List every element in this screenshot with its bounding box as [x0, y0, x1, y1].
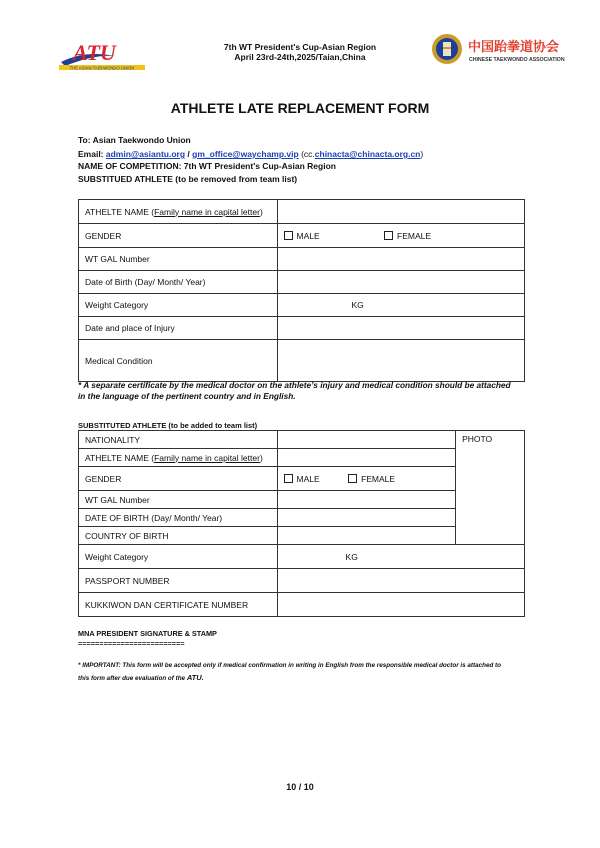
- competition-line: NAME OF COMPETITION: 7th WT President's Cup-Asian Region: [78, 161, 336, 171]
- photo-label: PHOTO: [462, 434, 493, 444]
- dob-label: Date of Birth (Day/ Month/ Year): [79, 271, 278, 294]
- added-athlete-heading: SUBSTITUTED ATHLETE (to be added to team list): [78, 421, 258, 430]
- event-header: [170, 42, 430, 62]
- cta-logo: [430, 30, 580, 70]
- male-checkbox-2[interactable]: [284, 474, 293, 483]
- athlete-name-field-2[interactable]: [277, 449, 456, 467]
- email-link-cta[interactable]: chinacta@chinacta.org.cn: [314, 149, 421, 159]
- removed-athlete-table: [78, 199, 525, 382]
- table-row: [79, 294, 525, 317]
- cta-name-en: CHINESE TAEKWONDO ASSOCIATION: [469, 57, 565, 63]
- email-separator: /: [187, 149, 190, 159]
- female-checkbox[interactable]: [384, 231, 393, 240]
- atu-logo-text: ATU: [73, 40, 116, 65]
- atu-logo-sub: THE ASIAN TAEKWONDO UNION: [69, 65, 135, 71]
- cc-open: (cc.: [301, 149, 315, 159]
- event-title: 7th WT President's Cup-Asian Region: [223, 42, 377, 52]
- athlete-name-label-2: ATHELTE NAME (Family name in capital letter): [79, 449, 278, 467]
- female-option[interactable]: FEMALE: [384, 231, 431, 241]
- table-row: [79, 545, 525, 569]
- table-row: [79, 569, 525, 593]
- dob-field-2[interactable]: [277, 509, 456, 527]
- form-title: ATHLETE LATE REPLACEMENT FORM: [170, 100, 430, 116]
- medical-condition-label: Medical Condition: [79, 340, 278, 382]
- table-row: [79, 271, 525, 294]
- email-label: Email:: [78, 149, 104, 159]
- table-row: [79, 224, 525, 248]
- medical-certificate-note: * A separate certificate by the medical doctor on the athlete’s injury and medical condition should be attached in the language of the pertinent country and in English.: [78, 380, 511, 401]
- nationality-label: NATIONALITY: [79, 431, 278, 449]
- passport-field[interactable]: [277, 569, 524, 593]
- female-option-2[interactable]: FEMALE: [348, 474, 395, 484]
- kg-unit: KG: [351, 300, 364, 310]
- male-option-2[interactable]: MALE: [284, 474, 320, 484]
- medical-condition-field[interactable]: [277, 340, 525, 382]
- kukkiwon-field[interactable]: [277, 593, 524, 617]
- athlete-name-label: ATHELTE NAME (Family name in capital letter): [79, 200, 278, 224]
- table-row: [79, 340, 525, 382]
- injury-label: Date and place of Injury: [79, 317, 278, 340]
- email-link-atu[interactable]: admin@asiantu.org: [105, 149, 186, 159]
- male-option[interactable]: MALE: [284, 231, 320, 241]
- photo-box[interactable]: [456, 431, 525, 545]
- table-row: [79, 317, 525, 340]
- added-athlete-table: [78, 430, 525, 617]
- signature-line: =========================: [78, 639, 185, 648]
- signature-block: [78, 629, 217, 649]
- passport-label: PASSPORT NUMBER: [79, 569, 278, 593]
- important-atu: ATU.: [186, 673, 204, 682]
- removed-athlete-heading: SUBSTITUED ATHLETE (to be removed from team list): [78, 174, 298, 184]
- email-line: [78, 149, 423, 160]
- email-link-office[interactable]: gm_office@waychamp.vip: [192, 149, 299, 159]
- nationality-field[interactable]: [277, 431, 456, 449]
- gender-field-2: [277, 467, 456, 491]
- cc-close: ): [420, 149, 424, 159]
- country-of-birth-field[interactable]: [277, 527, 456, 545]
- injury-field[interactable]: [277, 317, 525, 340]
- weight-category-field-2[interactable]: [277, 545, 524, 569]
- table-row: [79, 593, 525, 617]
- kg-unit-2: KG: [345, 551, 358, 562]
- kukkiwon-label: KUKKIWON DAN CERTIFICATE NUMBER: [79, 593, 278, 617]
- weight-category-field[interactable]: [277, 294, 525, 317]
- table-row: [79, 431, 525, 449]
- country-of-birth-label: COUNTRY OF BIRTH: [79, 527, 278, 545]
- weight-category-label: Weight Category: [79, 294, 278, 317]
- dob-label-2: DATE OF BIRTH (Day/ Month/ Year): [79, 509, 278, 527]
- wt-gal-field-2[interactable]: [277, 491, 456, 509]
- wt-gal-label: WT GAL Number: [79, 248, 278, 271]
- page-number: 10 / 10: [286, 782, 314, 792]
- male-checkbox[interactable]: [284, 231, 293, 240]
- table-row: [79, 200, 525, 224]
- dob-field[interactable]: [277, 271, 525, 294]
- wt-gal-field[interactable]: [277, 248, 525, 271]
- important-text: * IMPORTANT: This form will be accepted only if medical confirmation in writing in English from the responsible medical doctor is attached to this form after due evaluation of the: [78, 662, 501, 682]
- to-line: To: Asian Taekwondo Union: [78, 135, 191, 145]
- athlete-name-field[interactable]: [277, 200, 525, 224]
- atu-logo: [55, 36, 150, 74]
- cta-name-cn: 中国跆拳道协会: [468, 40, 560, 55]
- gender-field: [277, 224, 525, 248]
- gender-label: GENDER: [79, 224, 278, 248]
- weight-category-label-2: Weight Category: [79, 545, 278, 569]
- female-checkbox-2[interactable]: [348, 474, 357, 483]
- important-note: [78, 660, 508, 685]
- event-date-place: April 23rd-24th,2025/Taian,China: [234, 52, 366, 62]
- table-row: [79, 248, 525, 271]
- signature-label: MNA PRESIDENT SIGNATURE & STAMP: [78, 629, 217, 638]
- wt-gal-label-2: WT GAL Number: [79, 491, 278, 509]
- gender-label-2: GENDER: [79, 467, 278, 491]
